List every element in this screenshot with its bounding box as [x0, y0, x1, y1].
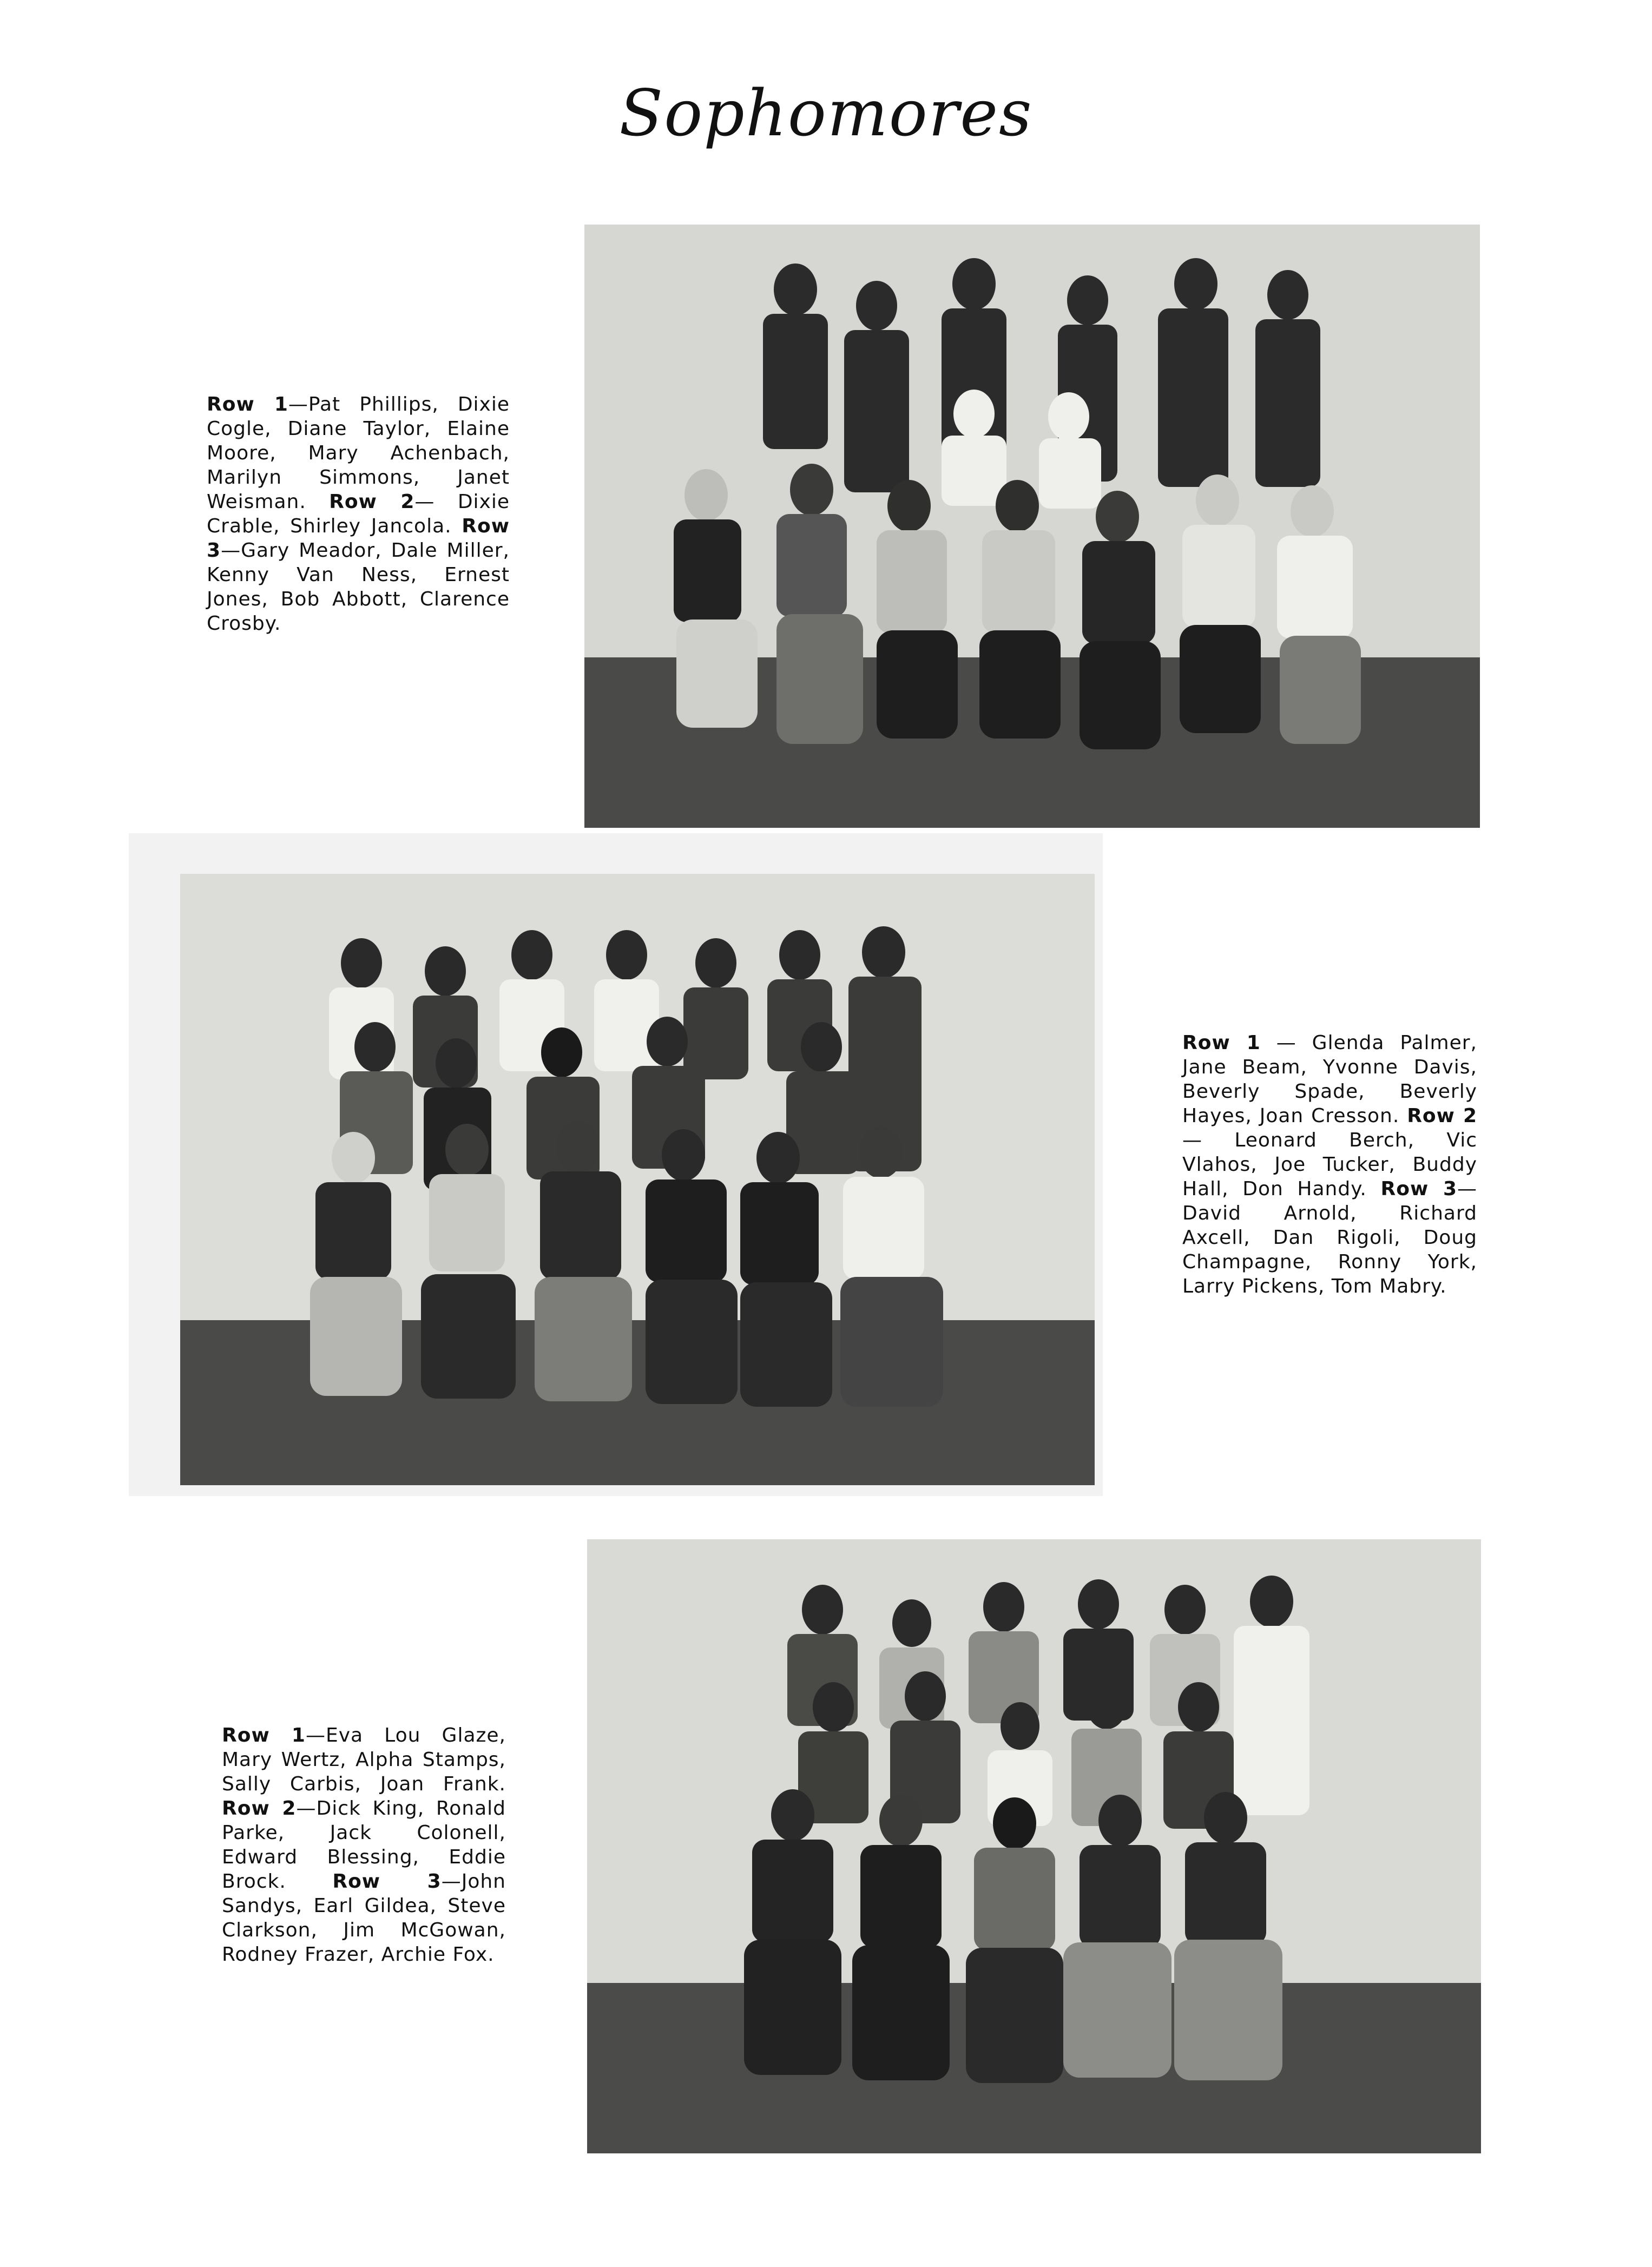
caption-row-names: Dixie Crable, Shirley Jancola. [207, 491, 510, 537]
caption-row-label: Row 3 [207, 515, 510, 562]
group-photo-2 [180, 874, 1095, 1485]
page-title: Sophomores [619, 76, 1033, 150]
caption-group-3: Row 1—Eva Lou Glaze, Mary Wertz, Alpha Stamps, Sally Carbis, Joan Frank. Row 2—Dick King, Ronald Parke, Jack Colonell, Edward Blessing, Eddie Brock. Row 3—John Sandys, Earl Gildea, Steve Clarkson, Jim McGowan, Rodney Frazer, Archie Fox. [222, 1724, 506, 1966]
caption-row-label: Row 1 [222, 1724, 306, 1747]
caption-row-names: Leonard Berch, Vic Vlahos, Joe Tucker, Buddy Hall, Don Handy. [1182, 1129, 1477, 1200]
caption-row-label: Row 2 [1407, 1105, 1477, 1127]
caption-row-names: Glenda Palmer, Jane Beam, Yvonne Davis, Beverly Spade, Beverly Hayes, Joan Cresson. [1182, 1032, 1477, 1127]
caption-row-names: Gary Meador, Dale Miller, Kenny Van Ness, Ernest Jones, Bob Abbott, Clarence Crosby. [207, 539, 510, 635]
caption-row-label: Row 1 [207, 393, 288, 416]
caption-row-label: Row 1 [1182, 1032, 1261, 1054]
caption-row-names: Dick King, Ronald Parke, Jack Colonell, Edward Blessing, Eddie Brock. [222, 1797, 506, 1893]
caption-row-names: Pat Phillips, Dixie Cogle, Diane Taylor, Elaine Moore, Mary Achenbach, Marilyn Simmons, Janet Weisman. [207, 393, 510, 513]
caption-row-label: Row 2 [329, 491, 415, 513]
caption-row-names: Eva Lou Glaze, Mary Wertz, Alpha Stamps, Sally Carbis, Joan Frank. [222, 1724, 506, 1795]
group-photo-1 [584, 225, 1480, 828]
group-photo-1-figures [584, 225, 1480, 828]
caption-row-label: Row 3 [1380, 1178, 1457, 1200]
caption-row-names: David Arnold, Richard Axcell, Dan Rigoli, Doug Champagne, Ronny York, Larry Pickens, Tom Mabry. [1182, 1202, 1477, 1297]
group-photo-3 [587, 1539, 1481, 2153]
group-photo-3-figures [587, 1539, 1481, 2153]
caption-row-names: John Sandys, Earl Gildea, Steve Clarkson, Jim McGowan, Rodney Frazer, Archie Fox. [222, 1870, 506, 1966]
caption-group-2: Row 1 — Glenda Palmer, Jane Beam, Yvonne Davis, Beverly Spade, Beverly Hayes, Joan Cresson. Row 2 — Leonard Berch, Vic Vlahos, Joe Tucker, Buddy Hall, Don Handy. Row 3— David Arnold, Richard Axcell, Dan Rigoli, Doug Champagne, Ronny York, Larry Pickens, Tom Mabry. [1182, 1032, 1477, 1297]
caption-group-1: Row 1—Pat Phillips, Dixie Cogle, Diane Taylor, Elaine Moore, Mary Achenbach, Marilyn Simmons, Janet Weisman. Row 2— Dixie Crable, Shirley Jancola. Row 3—Gary Meador, Dale Miller, Kenny Van Ness, Ernest Jones, Bob Abbott, Clarence Crosby. [207, 393, 510, 635]
caption-row-label: Row 2 [222, 1797, 297, 1820]
group-photo-2-figures [180, 874, 1095, 1485]
caption-row-label: Row 3 [332, 1870, 442, 1893]
